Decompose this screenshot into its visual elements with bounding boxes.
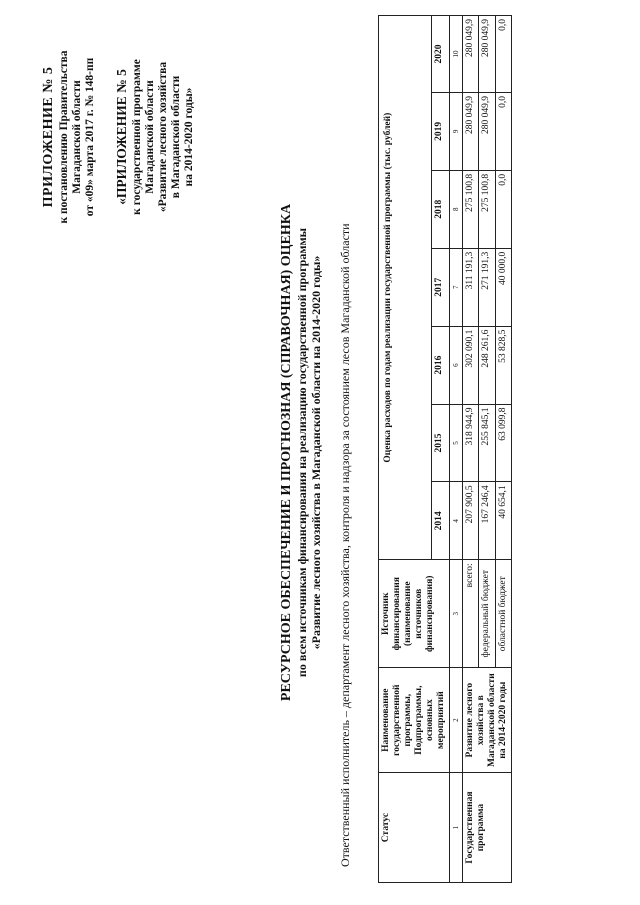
appendix-line: к государственной программе: [131, 59, 143, 215]
table-row: [463, 16, 479, 883]
year-header: 2016: [431, 326, 449, 404]
value-cell: 280 049,9: [463, 16, 479, 93]
column-index: 9: [450, 92, 463, 170]
appendix-label: ПРИЛОЖЕНИЕ № 5: [41, 66, 56, 208]
column-index: 2: [450, 668, 463, 773]
column-index: 10: [450, 16, 463, 93]
value-cell: 53 828,5: [495, 326, 511, 404]
column-index: 5: [450, 404, 463, 482]
appendix-line: Магаданской области: [71, 80, 83, 194]
year-header: 2018: [431, 170, 449, 248]
appendix-line: в Магаданской области: [170, 75, 182, 199]
title-sub: по всем источникам финансирования на реализацию государственной программы: [295, 227, 309, 678]
title-sub: «Развитие лесного хозяйства в Магаданской области на 2014-2020 годы»: [309, 255, 323, 650]
value-cell: 0,0: [495, 92, 511, 170]
value-cell: 318 944,9: [463, 404, 479, 482]
value-cell: 302 090,1: [463, 326, 479, 404]
value-cell: 248 261,6: [479, 326, 495, 404]
value-cell: 40 654,1: [495, 482, 511, 560]
source-cell: областной бюджет: [495, 560, 511, 668]
year-header: 2015: [431, 404, 449, 482]
column-index: 3: [450, 560, 463, 668]
appendix-line: к постановлению Правительства: [58, 50, 70, 224]
header-status: Статус: [379, 773, 450, 883]
year-header: 2017: [431, 248, 449, 326]
value-cell: 63 099,8: [495, 404, 511, 482]
appendix-block: [42, 37, 196, 237]
value-cell: 271 191,3: [479, 248, 495, 326]
value-cell: 275 100,8: [479, 170, 495, 248]
program-name-cell: Развитие лесного хозяйства в Магаданской области на 2014-2020 годы: [463, 668, 512, 773]
column-index: 6: [450, 326, 463, 404]
column-index: 7: [450, 248, 463, 326]
value-cell: 0,0: [495, 170, 511, 248]
value-cell: 0,0: [495, 16, 511, 93]
appendix-label-2: «ПРИЛОЖЕНИЕ № 5: [114, 69, 129, 205]
year-header: 2020: [431, 16, 449, 93]
source-cell: всего:: [463, 560, 479, 668]
document-title: [280, 30, 323, 875]
year-header: 2019: [431, 92, 449, 170]
column-index: 1: [450, 773, 463, 883]
title-main: РЕСУРСНОЕ ОБЕСПЕЧЕНИЕ И ПРОГНОЗНАЯ (СПРАВОЧНАЯ) ОЦЕНКА: [279, 203, 294, 702]
funding-table: [378, 15, 512, 883]
source-cell: федеральный бюджет: [479, 560, 495, 668]
column-index-row: [450, 16, 463, 883]
value-cell: 255 845,1: [479, 404, 495, 482]
appendix-line: на 2014-2020 годы»: [183, 87, 195, 187]
appendix-line: «Развитие лесного хозяйства: [157, 61, 169, 213]
header-estimate: Оценка расходов по годам реализации государственной программы (тыс. рублей): [379, 16, 432, 560]
value-cell: 280 049,9: [463, 92, 479, 170]
value-cell: 207 900,5: [463, 482, 479, 560]
column-index: 4: [450, 482, 463, 560]
value-cell: 280 049,9: [479, 16, 495, 93]
value-cell: 311 191,3: [463, 248, 479, 326]
value-cell: 275 100,8: [463, 170, 479, 248]
value-cell: 167 246,4: [479, 482, 495, 560]
column-index: 8: [450, 170, 463, 248]
appendix-line: Магаданской области: [144, 80, 156, 194]
status-cell: Государственная программа: [463, 773, 512, 883]
value-cell: 280 049,9: [479, 92, 495, 170]
value-cell: 40 000,0: [495, 248, 511, 326]
appendix-line: от «09» марта 2017 г. № 148-пп: [84, 57, 96, 217]
responsible-executor: Ответственный исполнитель – департамент лесного хозяйства, контроля и надзора за состоянием лесов Магаданской области: [338, 223, 352, 867]
header-name: Наименование государственной программы, Подпрограммы, основных мероприятий: [379, 668, 450, 773]
year-header: 2014: [431, 482, 449, 560]
header-source: Источник финансирования (наименование источников финансирования): [379, 560, 450, 668]
